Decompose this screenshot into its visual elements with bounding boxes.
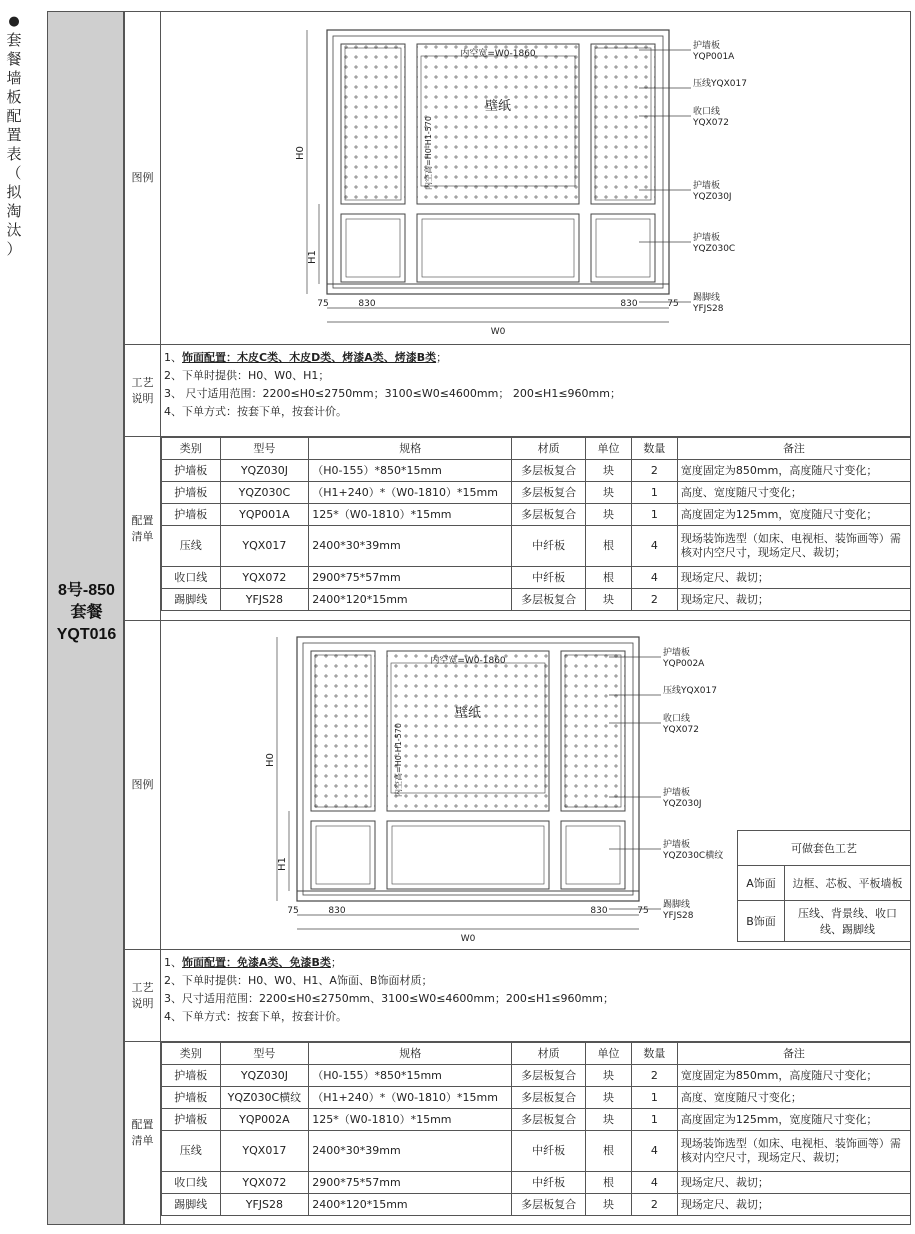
craft2-line2: 2、下单时提供：H0、W0、H1、A饰面、B饰面材质； <box>164 974 433 987</box>
diagram-1 <box>161 12 910 344</box>
table-header-cell: 数量 <box>631 1043 677 1065</box>
side-title-char: 配 <box>6 107 22 125</box>
table-cell: 中纤板 <box>512 567 586 589</box>
table-cell: 踢脚线 <box>162 589 221 611</box>
table-cell: 块 <box>586 1194 632 1216</box>
package-column <box>47 11 124 1225</box>
table-cell: 2 <box>631 589 677 611</box>
table-cell: 高度固定为125mm，宽度随尺寸变化； <box>677 504 910 526</box>
table-cell: YQZ030J <box>220 1065 309 1087</box>
table-cell: 护墙板 <box>162 1087 221 1109</box>
table-cell: 压线 <box>162 526 221 567</box>
table-cell: 块 <box>586 1065 632 1087</box>
side-panel-upper <box>591 44 655 204</box>
table-header-cell: 型号 <box>220 438 309 460</box>
callout-label: 踢脚线 <box>663 900 691 910</box>
table-row <box>162 589 911 611</box>
table-cell: 块 <box>586 504 632 526</box>
craft2-line3: 3、尺寸适用范围：2200≤H0≤2750mm、3100≤W0≤4600mm；200≤H1≤960mm； <box>164 992 614 1005</box>
package-name <box>48 580 125 646</box>
side-panel-lower-inner <box>566 826 620 884</box>
side-title-char: 置 <box>6 126 22 144</box>
callout-label: 护墙板 <box>693 233 721 243</box>
table-cell: 高度、宽度随尺寸变化； <box>677 1087 910 1109</box>
table-cell: 2 <box>631 1065 677 1087</box>
table-row <box>162 504 911 526</box>
dimension-value: 830 <box>590 906 608 916</box>
craft1-line4: 4、下单方式：按套下单，按套计价。 <box>164 405 347 418</box>
callout-label: 收口线 <box>693 107 721 117</box>
table-cell: YQZ030J <box>220 460 309 482</box>
table-header-cell: 数量 <box>631 438 677 460</box>
h1-label: H1 <box>307 250 318 264</box>
table-cell: YFJS28 <box>220 1194 309 1216</box>
inner-height-label: 内空高=H0-H1-570 <box>394 723 403 797</box>
config-label: 配置清单 <box>125 1042 161 1224</box>
side-title-chars <box>6 31 22 259</box>
table-cell: YQX072 <box>220 1172 309 1194</box>
table-cell: YQP001A <box>220 504 309 526</box>
table-cell: 现场定尺、裁切； <box>677 1172 910 1194</box>
table-cell: 2 <box>631 1194 677 1216</box>
side-panel-lower <box>561 821 625 889</box>
craft2-line4: 4、下单方式：按套下单，按套计价。 <box>164 1010 347 1023</box>
table-cell: 块 <box>586 1109 632 1131</box>
dimension-value: 830 <box>620 299 638 309</box>
craft1-line2: 2、下单时提供：H0、W0、H1； <box>164 369 330 382</box>
table-cell: 根 <box>586 567 632 589</box>
wallpaper-label: 壁纸 <box>484 99 512 114</box>
craft-label: 工艺说明 <box>125 345 161 436</box>
callout-code: YQX072 <box>663 725 699 735</box>
table-cell: 现场定尺、裁切； <box>677 567 910 589</box>
craft2-line1: 1、饰面配置：免漆A类、免漆B类； <box>164 956 342 969</box>
side-title-char: 套 <box>6 31 22 49</box>
callout-code: YFJS28 <box>663 911 694 921</box>
config-section-2 <box>125 1042 910 1224</box>
table-cell: 现场定尺、裁切； <box>677 1194 910 1216</box>
table-row <box>162 1131 911 1172</box>
table-cell: 2400*120*15mm <box>309 1194 512 1216</box>
callout-code: YQP002A <box>663 659 705 669</box>
table-row <box>162 1087 911 1109</box>
diagram-label: 图例 <box>125 12 161 344</box>
side-title-char: ） <box>6 240 22 258</box>
table-cell: （H1+240）*（W0-1810）*15mm <box>309 1087 512 1109</box>
side-title-char: （ <box>6 164 22 182</box>
craft-section-2 <box>125 950 910 1042</box>
table-cell: 1 <box>631 504 677 526</box>
callout-code: YQZ030C <box>693 244 736 254</box>
diagram-section-1 <box>125 12 910 345</box>
craft-notes-1 <box>161 345 910 436</box>
side-panel-lower-inner <box>596 219 650 277</box>
dimension-value: 75 <box>287 906 299 916</box>
table-cell: YQZ030C <box>220 482 309 504</box>
table-cell: （H0-155）*850*15mm <box>309 460 512 482</box>
craft-box-a-value: 边框、芯板、平板墙板 <box>785 866 911 901</box>
table-cell: 宽度固定为850mm，高度随尺寸变化； <box>677 460 910 482</box>
config-table-2 <box>161 1042 911 1216</box>
table-cell: YQP002A <box>220 1109 309 1131</box>
table-cell: 护墙板 <box>162 1065 221 1087</box>
craft-notes-2 <box>161 950 910 1041</box>
table-row <box>162 460 911 482</box>
callout-label: 护墙板 <box>693 41 721 51</box>
elevation-drawing-1 <box>161 12 910 344</box>
wallpaper-area <box>387 651 549 811</box>
table-cell: 护墙板 <box>162 1109 221 1131</box>
table-cell: 根 <box>586 1172 632 1194</box>
callout-code: YQX072 <box>693 118 729 128</box>
h1-label: H1 <box>277 857 288 871</box>
w0-label: W0 <box>490 327 506 337</box>
craft1-line3: 3、 尺寸适用范围：2200≤H0≤2750mm；3100≤W0≤4600mm； 200≤H1≤960mm； <box>164 387 621 400</box>
table-cell: YQX017 <box>220 526 309 567</box>
table-cell: （H0-155）*850*15mm <box>309 1065 512 1087</box>
table-cell: 现场装饰选型（如床、电视柜、装饰画等）需核对内空尺寸，现场定尺、裁切； <box>677 1131 910 1172</box>
table-cell: 多层板复合 <box>512 1109 586 1131</box>
table-cell: 2400*30*39mm <box>309 526 512 567</box>
table-cell: 多层板复合 <box>512 1065 586 1087</box>
callout-code: YQP001A <box>693 52 735 62</box>
table-header-cell: 单位 <box>586 438 632 460</box>
side-panel-lower-inner <box>316 826 370 884</box>
table-cell: 1 <box>631 1109 677 1131</box>
center-panel-lower <box>417 214 579 282</box>
table-row <box>162 567 911 589</box>
table-cell: YQX072 <box>220 567 309 589</box>
table-header-cell: 材质 <box>512 1043 586 1065</box>
callout-label: 踢脚线 <box>693 293 721 303</box>
callout-code: YQZ030J <box>663 799 702 809</box>
table-cell: 高度固定为125mm，宽度随尺寸变化； <box>677 1109 910 1131</box>
table-cell: 护墙板 <box>162 482 221 504</box>
table-cell: 护墙板 <box>162 460 221 482</box>
callout-label: 护墙板 <box>663 788 691 798</box>
table-cell: 125*（W0-1810）*15mm <box>309 504 512 526</box>
callout-code: YQZ030C横纹 <box>663 851 724 861</box>
package-line2: 套餐 <box>70 604 103 621</box>
side-panel-lower-inner <box>346 219 400 277</box>
table-row <box>162 482 911 504</box>
table-cell: YQX017 <box>220 1131 309 1172</box>
table-cell: 块 <box>586 589 632 611</box>
dimension-value: 75 <box>637 906 649 916</box>
callout-code: YFJS28 <box>693 304 724 314</box>
table-header-cell: 类别 <box>162 1043 221 1065</box>
diagram-2 <box>161 621 910 949</box>
table-cell: 块 <box>586 460 632 482</box>
table-cell: （H1+240）*（W0-1810）*15mm <box>309 482 512 504</box>
table-cell: 2900*75*57mm <box>309 1172 512 1194</box>
side-panel-lower <box>341 214 405 282</box>
side-panel-upper <box>561 651 625 811</box>
dimension-value: 75 <box>667 299 679 309</box>
craft-box-title: 可做套色工艺 <box>738 831 911 866</box>
table-cell: 中纤板 <box>512 1172 586 1194</box>
table-row <box>162 1065 911 1087</box>
table-cell: 4 <box>631 567 677 589</box>
table-cell: 多层板复合 <box>512 589 586 611</box>
table-header-cell: 类别 <box>162 438 221 460</box>
inner-width-label: 内空宽=W0-1860 <box>460 49 536 59</box>
center-panel-lower-inner <box>392 826 544 884</box>
w0-label: W0 <box>460 934 476 944</box>
side-title-char: 拟 <box>6 183 22 201</box>
table-cell: 收口线 <box>162 1172 221 1194</box>
table-header-cell: 单位 <box>586 1043 632 1065</box>
side-title-char: 餐 <box>6 50 22 68</box>
config-label: 配置清单 <box>125 437 161 620</box>
callout-label: 护墙板 <box>663 840 691 850</box>
bullet-icon: ● <box>8 14 20 29</box>
center-panel-lower-inner <box>422 219 574 277</box>
table-cell: YFJS28 <box>220 589 309 611</box>
callout-code: YQZ030J <box>693 192 732 202</box>
table-cell: 多层板复合 <box>512 482 586 504</box>
table-cell: 压线 <box>162 1131 221 1172</box>
callout-label: 护墙板 <box>663 648 691 658</box>
diagram-label: 图例 <box>125 621 161 949</box>
table-cell: 4 <box>631 1172 677 1194</box>
table-header-cell: 规格 <box>309 1043 512 1065</box>
side-title-char: 汰 <box>6 221 22 239</box>
side-panel-lower <box>591 214 655 282</box>
config-sheet <box>124 11 911 1225</box>
table-cell: 2400*120*15mm <box>309 589 512 611</box>
craft-section-1 <box>125 345 910 437</box>
table-cell: 高度、宽度随尺寸变化； <box>677 482 910 504</box>
wallpaper-area <box>417 44 579 204</box>
config-table-1-wrap <box>161 437 910 620</box>
table-row <box>162 1109 911 1131</box>
table-header-cell: 备注 <box>677 1043 910 1065</box>
table-cell: 中纤板 <box>512 1131 586 1172</box>
table-row <box>162 1172 911 1194</box>
package-line1: 8号-850 <box>58 582 115 599</box>
table-cell: 多层板复合 <box>512 504 586 526</box>
table-cell: 块 <box>586 482 632 504</box>
table-cell: 收口线 <box>162 567 221 589</box>
table-cell: 护墙板 <box>162 504 221 526</box>
dimension-value: 75 <box>317 299 329 309</box>
table-cell: 4 <box>631 1131 677 1172</box>
table-cell: 宽度固定为850mm，高度随尺寸变化； <box>677 1065 910 1087</box>
side-title-char: 表 <box>6 145 22 163</box>
side-title <box>6 12 22 259</box>
dimension-value: 830 <box>358 299 376 309</box>
inner-width-label: 内空宽=W0-1860 <box>430 656 506 666</box>
table-header-cell: 规格 <box>309 438 512 460</box>
table-cell: 块 <box>586 1087 632 1109</box>
side-title-char: 墙 <box>6 69 22 87</box>
table-cell: 4 <box>631 526 677 567</box>
h0-label: H0 <box>265 753 276 767</box>
callout-label: 压线YQX017 <box>663 686 717 696</box>
table-cell: 2400*30*39mm <box>309 1131 512 1172</box>
config-section-1 <box>125 437 910 621</box>
callout-label: 护墙板 <box>693 181 721 191</box>
inner-height-label: 内空高=H0-H1-570 <box>424 116 433 190</box>
center-panel-lower <box>387 821 549 889</box>
craft1-line1: 1、饰面配置：木皮C类、木皮D类、烤漆A类、烤漆B类； <box>164 351 448 364</box>
callout-label: 收口线 <box>663 714 691 724</box>
table-header-cell: 材质 <box>512 438 586 460</box>
table-cell: 中纤板 <box>512 526 586 567</box>
side-title-char: 板 <box>6 88 22 106</box>
table-cell: 1 <box>631 482 677 504</box>
table-cell: 多层板复合 <box>512 460 586 482</box>
craft-box-b-value: 压线、背景线、收口线、踢脚线 <box>785 901 911 942</box>
package-line3: YQT016 <box>56 626 117 643</box>
config-table-1 <box>161 437 911 611</box>
table-cell: 多层板复合 <box>512 1087 586 1109</box>
side-panel-upper <box>341 44 405 204</box>
config-table-2-wrap <box>161 1042 910 1224</box>
craft-label: 工艺说明 <box>125 950 161 1041</box>
table-cell: 2900*75*57mm <box>309 567 512 589</box>
table-cell: 2 <box>631 460 677 482</box>
table-row <box>162 526 911 567</box>
table-cell: 125*（W0-1810）*15mm <box>309 1109 512 1131</box>
craft-box-a-label: A饰面 <box>738 866 785 901</box>
table-row <box>162 1194 911 1216</box>
h0-label: H0 <box>295 146 306 160</box>
table-cell: 踢脚线 <box>162 1194 221 1216</box>
craft-color-box <box>737 830 911 942</box>
side-title-char: 淘 <box>6 202 22 220</box>
table-cell: YQZ030C横纹 <box>220 1087 309 1109</box>
craft-box-b-label: B饰面 <box>738 901 785 942</box>
table-header-cell: 型号 <box>220 1043 309 1065</box>
table-cell: 现场定尺、裁切； <box>677 589 910 611</box>
table-cell: 多层板复合 <box>512 1194 586 1216</box>
table-cell: 根 <box>586 526 632 567</box>
table-cell: 根 <box>586 1131 632 1172</box>
side-panel-lower <box>311 821 375 889</box>
table-header-cell: 备注 <box>677 438 910 460</box>
dimension-value: 830 <box>328 906 346 916</box>
side-panel-upper <box>311 651 375 811</box>
callout-label: 压线YQX017 <box>693 79 747 89</box>
table-cell: 1 <box>631 1087 677 1109</box>
table-cell: 现场装饰选型（如床、电视柜、装饰画等）需核对内空尺寸，现场定尺、裁切； <box>677 526 910 567</box>
wallpaper-label: 壁纸 <box>454 706 482 721</box>
diagram-section-2 <box>125 621 910 950</box>
